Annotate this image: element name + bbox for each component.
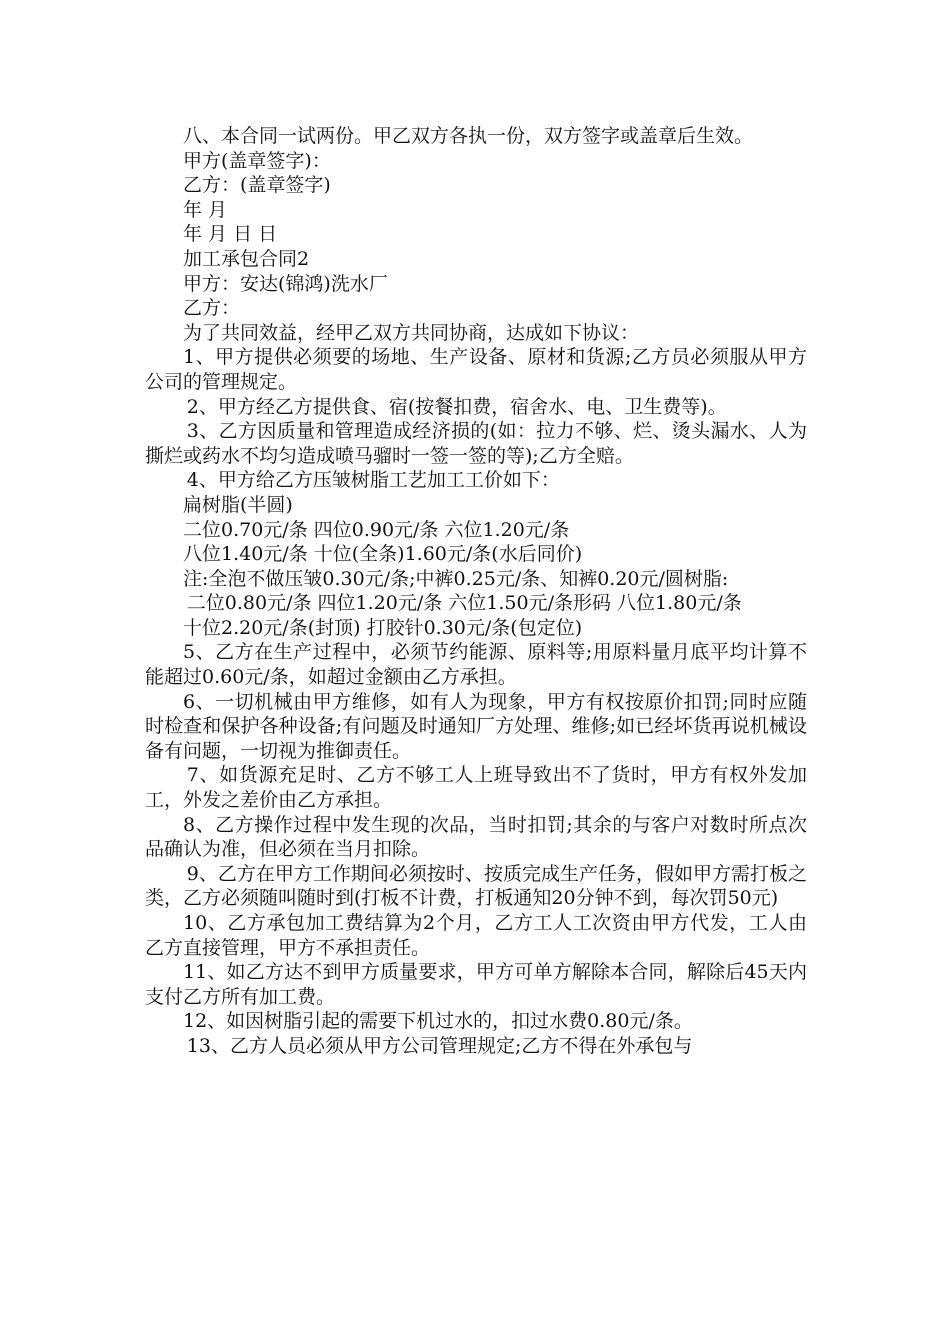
flat-resin-prices-1: 二位0.70元/条 四位0.90元/条 六位1.20元/条: [183, 518, 570, 541]
date-line-2: 年 月 日 日: [183, 223, 278, 246]
clause-4: 4、甲方给乙方压皱树脂工艺加工工价如下：: [186, 469, 560, 492]
flat-resin-heading: 扁树脂(半圆): [183, 493, 293, 516]
clause-10: 10、乙方承包加工费结算为2个月，乙方工人工次资由甲方代发，工人由乙方直接管理，甲方不承担责任。: [145, 912, 807, 959]
clause-13: 13、乙方人员必须从甲方公司管理规定;乙方不得在外承包与: [186, 1034, 693, 1057]
date-line-1: 年 月: [183, 198, 228, 221]
document-page: [145, 124, 807, 1059]
clause-3: 3、乙方因质量和管理造成经济损的(如：拉力不够、烂、烫头漏水、人为撕烂或药水不均匀造成喷马骝时一签一签的等);乙方全赔。: [145, 420, 807, 467]
clause-5: 5、乙方在生产过程中，必须节约能源、原料等;用原料量月底平均计算不能超过0.60元/条，如超过金额由乙方承担。: [145, 641, 807, 689]
round-resin-prices-2: 十位2.20元/条(封顶) 打胶针0.30元/条(包定位): [183, 616, 583, 639]
contract-title: 加工承包合同2: [183, 247, 310, 270]
party-b: 乙方：: [183, 297, 241, 320]
price-note: 注:全泡不做压皱0.30元/条;中裤0.25元/条、知裤0.20元/圆树脂:: [183, 567, 729, 590]
flat-resin-prices-2: 八位1.40元/条 十位(全条)1.60元/条(水后同价): [183, 543, 583, 566]
clause-2: 2、甲方经乙方提供食、宿(按餐扣费，宿舍水、电、卫生费等)。: [186, 395, 727, 418]
clause-1: 1、甲方提供必须要的场地、生产设备、原材和货源;乙方员必须服从甲方公司的管理规定。: [145, 346, 807, 393]
clause-12: 12、如因树脂引起的需要下机过水的，扣过水费0.80元/条。: [183, 1010, 693, 1033]
clause-7: 7、如货源充足时、乙方不够工人上班导致出不了货时，甲方有权外发加工，外发之差价由乙方承担。: [145, 764, 807, 812]
clause-11: 11、如乙方达不到甲方质量要求，甲方可单方解除本合同，解除后45天内支付乙方所有加工费。: [145, 961, 807, 1008]
clause-8b: 8、乙方操作过程中发生现的次品，当时扣罚;其余的与客户对数时所点次品确认为准，但必须在当月扣除。: [145, 813, 807, 861]
clause-6: 6、一切机械由甲方维修，如有人为现象，甲方有权按原价扣罚;同时应随时检查和保护各种设备;有问题及时通知厂方处理、维修;如已经坏货再说机械设备有问题，一切视为推御责任。: [145, 690, 807, 762]
preamble: 为了共同效益，经甲乙双方共同协商，达成如下协议：: [183, 321, 640, 344]
clause-9: 9、乙方在甲方工作期间必须按时、按质完成生产任务，假如甲方需打板之类，乙方必须随叫随时到(打板不计费，打板通知20分钟不到，每次罚50元): [145, 862, 807, 910]
party-a: 甲方：安达(锦鸿)洗水厂: [183, 272, 388, 295]
round-resin-prices-1: 二位0.80元/条 四位1.20元/条 六位1.50元/条形码 八位1.80元/条: [186, 592, 742, 615]
clause-8: 八、本合同一试两份。甲乙双方各执一份，双方签字或盖章后生效。: [183, 125, 754, 147]
party-b-signature: 乙方：(盖章签字): [183, 174, 331, 197]
party-a-signature: 甲方(盖章签字)：: [183, 149, 331, 172]
